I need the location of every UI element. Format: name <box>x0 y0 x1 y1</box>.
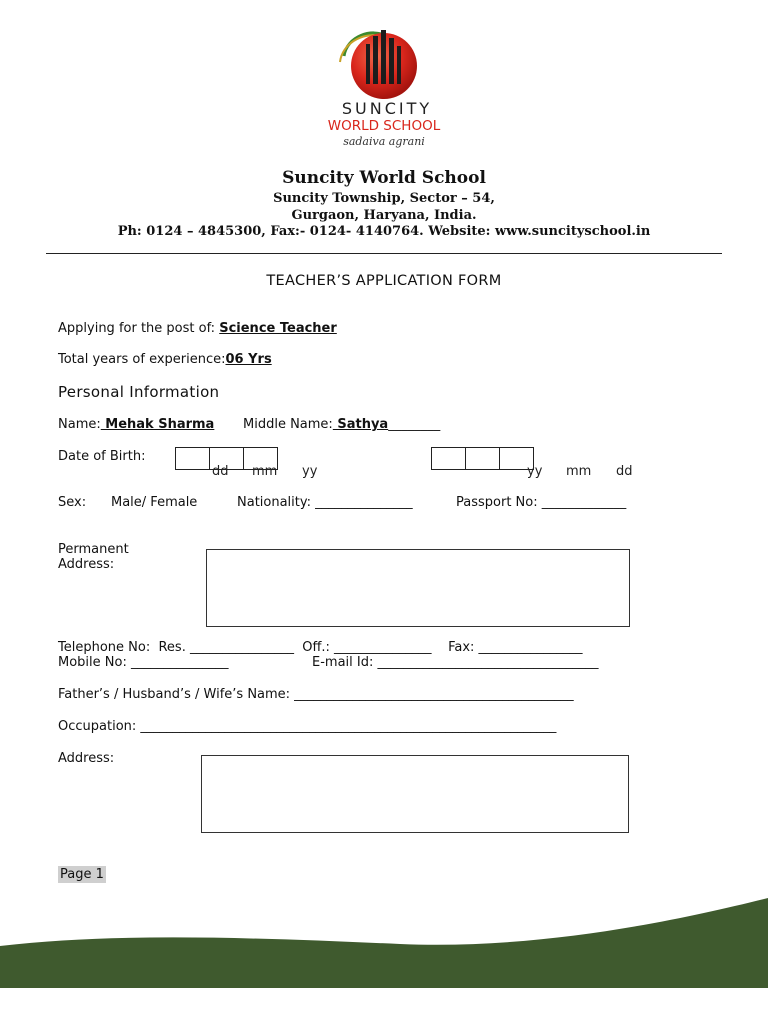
sex-options[interactable]: Male/ Female <box>111 495 198 510</box>
middle-name-value[interactable]: Sathya <box>332 417 389 432</box>
header-divider <box>46 253 722 254</box>
post-label: Applying for the post of: <box>58 321 216 336</box>
logo-tagline: sadaiva agrani <box>343 135 425 148</box>
name-label: Name: <box>58 417 101 432</box>
dob-left-label-mm: mm <box>252 464 278 479</box>
occupation-field[interactable]: Occupation: ________________________________________________________________ <box>58 719 557 734</box>
middle-name-row <box>243 417 440 432</box>
telephone-row[interactable]: Telephone No: Res. ________________ Off.: _______________ Fax: ________________ <box>58 640 583 655</box>
guardian-name-field[interactable]: Father’s / Husband’s / Wife’s Name: ___________________________________________ <box>58 687 574 702</box>
section-personal-information: Personal Information <box>58 383 220 401</box>
address-box[interactable] <box>201 755 629 833</box>
experience-value[interactable]: 06 Yrs <box>225 352 272 367</box>
permanent-address-box[interactable] <box>206 549 630 627</box>
email-field[interactable]: E-mail Id: __________________________________ <box>312 655 599 670</box>
logo-word-world-school: WORLD SCHOOL <box>327 118 441 134</box>
address-label: Address: <box>58 751 115 766</box>
permanent-address-label-1: Permanent <box>58 542 129 557</box>
logo-emblem-icon <box>322 26 452 152</box>
dob-right-label-dd: dd <box>616 464 633 479</box>
middle-name-label: Middle Name: <box>243 417 333 432</box>
dob-box-yy-right[interactable] <box>431 447 466 470</box>
name-value[interactable]: Mehak Sharma <box>100 417 215 432</box>
sex-label: Sex: <box>58 495 87 510</box>
dob-left-label-yy: yy <box>302 464 318 479</box>
footer-wave-graphic <box>0 880 768 1024</box>
dob-box-mm-right[interactable] <box>465 447 500 470</box>
name-row <box>58 417 214 432</box>
nationality-field[interactable]: Nationality: _______________ <box>237 495 413 510</box>
dob-boxes-right[interactable] <box>432 447 534 470</box>
dob-box-dd[interactable] <box>175 447 210 470</box>
mobile-field[interactable]: Mobile No: _______________ <box>58 655 229 670</box>
dob-right-label-mm: mm <box>566 464 592 479</box>
passport-field[interactable]: Passport No: _____________ <box>456 495 627 510</box>
address-line-2: Gurgaon, Haryana, India. <box>291 208 477 223</box>
school-logo <box>322 26 452 152</box>
page-number: Page 1 <box>60 867 104 882</box>
contact-line: Ph: 0124 – 4845300, Fax:- 0124- 4140764. Website: www.suncityschool.in <box>117 224 651 239</box>
middle-name-blank: ________ <box>388 417 441 432</box>
address-line-1: Suncity Township, Sector – 54, <box>273 191 495 206</box>
form-title: TEACHER’S APPLICATION FORM <box>266 273 502 289</box>
dob-left-label-dd: dd <box>212 464 229 479</box>
post-value[interactable]: Science Teacher <box>219 321 337 336</box>
experience-label: Total years of experience: <box>58 352 226 367</box>
permanent-address-label-2: Address: <box>58 557 115 572</box>
experience-row <box>58 352 272 367</box>
school-name: Suncity World School <box>282 168 486 188</box>
dob-label: Date of Birth: <box>58 449 146 464</box>
post-row <box>58 321 337 336</box>
logo-word-suncity: SUNCITY <box>341 99 433 118</box>
dob-right-label-yy: yy <box>527 464 543 479</box>
